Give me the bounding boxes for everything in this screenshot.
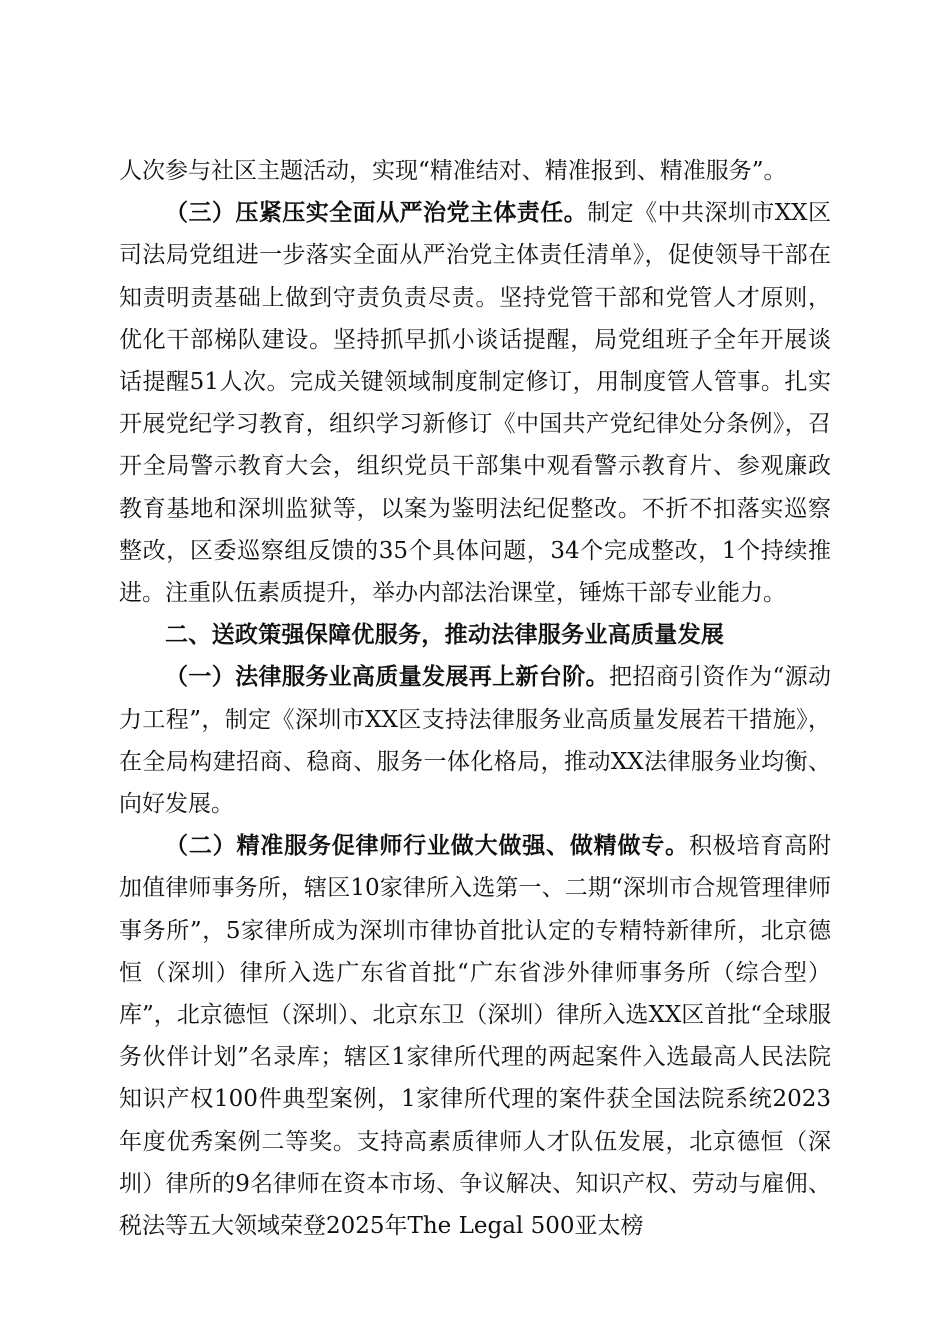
paragraph-text: 把招商引资作为“源动力工程”，制定《深圳市XX区支持法律服务业高质量发展若干措施》，在全局构建招商、稳商、服务一体化格局，推动XX法律服务业均衡、向好发展。 (119, 664, 832, 818)
paragraph-lead: （三）压紧压实全面从严治党主体责任。 (165, 200, 588, 227)
section-heading-text: 二、送政策强保障优服务，推动法律服务业高质量发展 (165, 622, 725, 649)
paragraph-legal-services (119, 656, 831, 825)
paragraph-lead: （二）精准服务促律师行业做大做强、做精做专。 (165, 833, 689, 860)
paragraph-text: 人次参与社区主题活动，实现“精准结对、精准报到、精准服务”。 (119, 158, 787, 184)
paragraph-text: 积极培育高附加值律师事务所，辖区10家律所入选第一、二期“深圳市合规管理律师事务所”，5家律所成为深圳市律协首批认定的专精特新律所，北京德恒（深圳）律所入选广东省首批“广东省涉外律师事务所（综合型）库”，北京德恒（深圳）、北京东卫（深圳）律所入选XX区首批“全球服务伙伴计划”名录库；辖区1家律所代理的两起案件入选最高人民法院知识产权100件典型案例，1家律所代理的案件获全国法院系统2023年度优秀案例二等奖。支持高素质律师人才队伍发展，北京德恒（深圳）律所的9名律师在资本市场、争议解决、知识产权、劳动与雇佣、税法等五大领域荣登2025年The Legal 500亚太榜 (119, 833, 832, 1240)
paragraph-lead: （一）法律服务业高质量发展再上新台阶。 (165, 664, 609, 691)
section-heading (119, 614, 831, 656)
document-page (119, 150, 831, 1247)
paragraph-continuation (119, 150, 831, 192)
paragraph-text: 制定《中共深圳市XX区司法局党组进一步落实全面从严治党主体责任清单》，促使领导干部在知责明责基础上做到守责负责尽责。坚持党管干部和党管人才原则，优化干部梯队建设。坚持抓早抓小谈话提醒，局党组班子全年开展谈话提醒51人次。完成关键领域制度制定修订，用制度管人管事。扎实开展党纪学习教育，组织学习新修订《中国共产党纪律处分条例》，召开全局警示教育大会，组织党员干部集中观看警示教育片、参观廉政教育基地和深圳监狱等，以案为鉴明法纪促整改。不折不扣落实巡察整改，区委巡察组反馈的35个具体问题，34个完成整改，1个持续推进。注重队伍素质提升，举办内部法治课堂，锤炼干部专业能力。 (119, 200, 832, 607)
paragraph-party-responsibility (119, 192, 831, 614)
paragraph-lawyer-industry (119, 825, 831, 1247)
